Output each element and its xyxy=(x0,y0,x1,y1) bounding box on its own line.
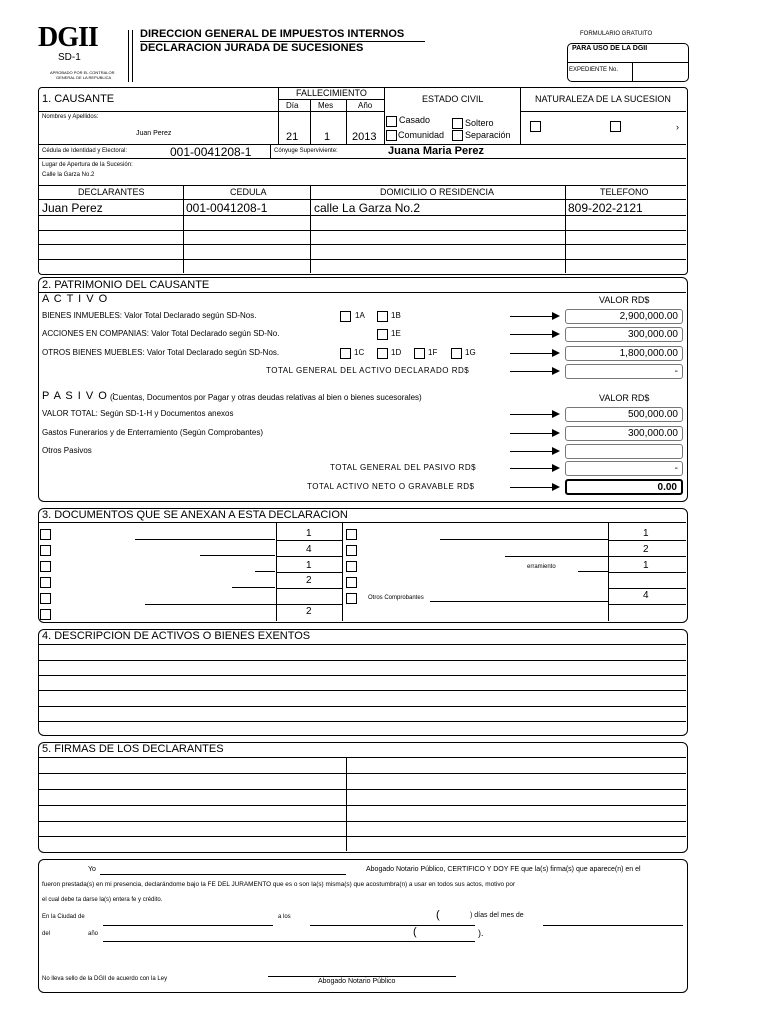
separacion-checkbox[interactable] xyxy=(452,130,463,141)
fecha-mes[interactable]: 1 xyxy=(324,131,331,143)
conyuge-nombre[interactable]: Juana Maria Perez xyxy=(388,145,484,157)
firmas-line xyxy=(38,821,686,822)
doc-checkbox[interactable] xyxy=(40,593,51,604)
doc-line xyxy=(430,601,608,602)
declarantes-header-line xyxy=(38,199,686,200)
doc-checkbox[interactable] xyxy=(346,529,357,540)
doc-count-line xyxy=(276,572,342,573)
col-estado-right xyxy=(520,87,521,144)
valor-bienes[interactable]: 2,900,000.00 xyxy=(565,309,683,324)
declarantes-top xyxy=(38,185,686,186)
valor-total-label: VALOR TOTAL: Según SD-1-H y Documentos anexos xyxy=(42,409,234,418)
acciones-label: ACCIONES EN COMPANIAS: Valor Total Declarado según SD-No. xyxy=(42,329,280,338)
casado-label: Casado xyxy=(399,115,431,125)
paren-open-2: ( xyxy=(413,926,417,938)
cedula-row-top xyxy=(38,144,686,145)
doc-count-line xyxy=(608,556,686,557)
documentos-section xyxy=(38,508,688,623)
cb-1e-label: 1E xyxy=(391,329,401,338)
expediente-divider xyxy=(632,62,633,81)
declarante-cedula[interactable]: 001-0041208-1 xyxy=(186,201,268,215)
table-row-line xyxy=(38,230,686,231)
th-telefono: TELEFONO xyxy=(600,187,649,197)
col-fallecimiento-left xyxy=(278,87,279,144)
causante-header-line xyxy=(38,111,278,112)
arrow-icon xyxy=(510,468,558,469)
doc-line xyxy=(145,604,276,605)
causante-section xyxy=(38,87,688,275)
paren-close: ). xyxy=(478,928,484,938)
doc-checkbox[interactable] xyxy=(40,609,51,620)
dia-label: Día xyxy=(286,101,299,110)
cb-1d-label: 1D xyxy=(391,348,402,357)
soltero-label: Soltero xyxy=(465,118,494,128)
cb-1e[interactable] xyxy=(377,329,388,340)
th-cedula: CEDULA xyxy=(230,187,267,197)
doc-line xyxy=(505,556,608,557)
exentos-line xyxy=(38,644,686,645)
notario-name-line[interactable] xyxy=(100,874,346,875)
mes-line[interactable] xyxy=(543,925,683,926)
valor-total-pasivo-anexos[interactable]: 500,000.00 xyxy=(565,407,683,422)
cb-1f-label: 1F xyxy=(428,348,438,357)
bienes-label: BIENES INMUEBLES: Valor Total Declarado según SD-Nos. xyxy=(42,311,257,320)
arrow-icon xyxy=(510,451,558,452)
documentos-title-line xyxy=(38,522,686,523)
lugar-valor[interactable]: Calle la Garza No.2 xyxy=(42,172,95,178)
valor-rd-label: VALOR RD$ xyxy=(599,295,650,305)
comunidad-label: Comunidad xyxy=(398,130,445,140)
fecha-ano[interactable]: 2013 xyxy=(352,131,377,143)
exentos-title: 4. DESCRIPCION DE ACTIVOS O BIENES EXENTOS xyxy=(42,630,311,642)
naturaleza-line xyxy=(520,111,686,112)
valor-otros-pasivos[interactable] xyxy=(565,444,683,459)
activo-label: A C T I V O xyxy=(42,293,109,305)
doc-line xyxy=(255,571,275,572)
header-divider xyxy=(128,30,129,82)
doc-checkbox[interactable] xyxy=(40,545,51,556)
causante-title: 1. CAUSANTE xyxy=(42,93,115,105)
valor-acciones[interactable]: 300,000.00 xyxy=(565,327,683,342)
exentos-line xyxy=(38,721,686,722)
doc-checkbox[interactable] xyxy=(346,577,357,588)
cedula-label: Cédula de Identidad y Electoral: xyxy=(42,148,128,154)
doc-count-line xyxy=(608,604,686,605)
separacion-label: Separación xyxy=(465,130,511,140)
doc-count[interactable]: 2 xyxy=(306,606,312,617)
doc-count[interactable]: 1 xyxy=(306,528,312,539)
notario-line-1: Abogado Notario Público, CERTIFICO Y DOY FE que la(s) firma(s) que aparece(n) en el xyxy=(366,866,641,873)
col-fallecimiento-right xyxy=(384,87,385,144)
cb-1c[interactable] xyxy=(340,348,351,359)
exentos-line xyxy=(38,690,686,691)
doc-checkbox[interactable] xyxy=(40,577,51,588)
doc-count-line xyxy=(608,588,686,589)
firmas-line xyxy=(38,805,686,806)
doc-count[interactable]: 2 xyxy=(643,544,649,555)
lugar-row-top xyxy=(38,158,686,159)
free-form-label: FORMULARIO GRATUITO xyxy=(580,31,653,37)
doc-line xyxy=(200,555,275,556)
ano-label: año xyxy=(88,931,99,937)
otros-label: OTROS BIENES MUEBLES: Valor Total Declarado según SD-Nos. xyxy=(42,348,280,357)
doc-line xyxy=(440,539,608,540)
doc-col-mid xyxy=(342,522,343,621)
total-pasivo-label: TOTAL GENERAL DEL PASIVO RD$ xyxy=(330,463,477,472)
naturaleza-checkbox-2[interactable] xyxy=(610,121,621,132)
doc-line xyxy=(578,571,608,572)
doc-checkbox[interactable] xyxy=(346,561,357,572)
approval-note: APROBADO POR EL CONTRALOR xyxy=(50,70,115,75)
exentos-line xyxy=(38,675,686,676)
doc-line xyxy=(135,539,275,540)
naturaleza-label: NATURALEZA DE LA SUCESION xyxy=(535,94,671,104)
notario-line-2: fueron prestada(s) en mi presencia, declarándome bajo la FE DEL JURAMENTO que es o son la(s) misma(s) que acostumbra(n) a usar en todos sus actos, motivo por xyxy=(42,881,516,888)
conyuge-label: Cónyuge Superviviente: xyxy=(274,148,338,154)
cb-1g[interactable] xyxy=(451,348,462,359)
doc-count-line xyxy=(276,604,342,605)
abogado-label: Abogado Notario Público xyxy=(318,978,396,985)
declarante-telefono[interactable]: 809-202-2121 xyxy=(568,201,643,215)
doc-line xyxy=(232,587,275,588)
naturaleza-arrow: › xyxy=(676,122,679,132)
ciudad-line[interactable] xyxy=(103,925,273,926)
ano-label: Año xyxy=(358,101,373,110)
table-row-line xyxy=(38,244,686,245)
dias-line[interactable] xyxy=(310,925,475,926)
cb-1a-label: 1A xyxy=(355,311,365,320)
doc-count-line xyxy=(608,572,686,573)
cb-1b-label: 1B xyxy=(391,311,401,320)
doc-checkbox[interactable] xyxy=(40,561,51,572)
agency-name: DIRECCION GENERAL DE IMPUESTOS INTERNOS xyxy=(140,28,405,40)
valor-rd-pasivo-label: VALOR RD$ xyxy=(599,393,650,403)
ciudad-label: En la Ciudad de xyxy=(42,914,85,920)
header-divider-2 xyxy=(132,30,133,82)
col-dia xyxy=(310,99,311,144)
doc-count-line xyxy=(276,588,342,589)
dgii-logo: DGII xyxy=(38,22,98,53)
doc-checkbox[interactable] xyxy=(40,529,51,540)
arrow-icon xyxy=(510,433,558,434)
firmas-line xyxy=(38,836,686,837)
doc-count[interactable]: 1 xyxy=(643,560,649,571)
otros-pasivos-label: Otros Pasivos xyxy=(42,446,92,455)
paren-open: ( xyxy=(436,909,440,921)
otros-comprobantes-label: Otros Comprobantes xyxy=(368,595,424,601)
dias-label: ) días del mes de xyxy=(470,912,524,919)
cb-1f[interactable] xyxy=(414,348,425,359)
form-title: DECLARACION JURADA DE SUCESIONES xyxy=(140,42,364,54)
arrow-icon xyxy=(510,487,558,488)
del-label: del xyxy=(42,931,51,937)
valor-gastos[interactable]: 300,000.00 xyxy=(565,426,683,441)
dgii-use-label: PARA USO DE LA DGII xyxy=(572,45,648,52)
exentos-line xyxy=(38,706,686,707)
cb-1g-label: 1G xyxy=(465,348,476,357)
fallecimiento-line xyxy=(278,99,384,100)
fecha-dia[interactable]: 21 xyxy=(286,131,299,143)
firmas-title: 5. FIRMAS DE LOS DECLARANTES xyxy=(42,743,224,755)
firmas-line xyxy=(38,789,686,790)
firma-abogado-line[interactable] xyxy=(268,976,456,977)
dgii-use-divider xyxy=(567,62,688,63)
valor-total-pasivo[interactable]: - xyxy=(565,461,683,476)
arrow-icon xyxy=(510,414,558,415)
col-mes xyxy=(346,99,347,144)
valor-total-neto[interactable]: 0.00 xyxy=(565,479,683,495)
arrow-icon xyxy=(510,353,558,354)
fecha-line xyxy=(278,111,384,112)
exentos-line xyxy=(38,660,686,661)
doc-count[interactable]: 1 xyxy=(643,528,649,539)
soltero-checkbox[interactable] xyxy=(452,118,463,129)
estado-civil-label: ESTADO CIVIL xyxy=(422,94,484,104)
valor-otros[interactable]: 1,800,000.00 xyxy=(565,346,683,361)
notario-yo: Yo xyxy=(88,866,96,873)
pasivo-label: P A S I V O : xyxy=(42,390,116,402)
ano-line[interactable] xyxy=(103,941,475,942)
cb-1b[interactable] xyxy=(377,311,388,322)
documentos-title: 3. DOCUMENTOS QUE SE ANEXAN A ESTA DECLARACION xyxy=(42,509,348,521)
arrow-icon xyxy=(510,334,558,335)
comunidad-checkbox[interactable] xyxy=(386,130,397,141)
table-row-line xyxy=(38,215,686,216)
doc-count-line xyxy=(276,556,342,557)
pasivo-desc: (Cuentas, Documentos por Pagar y otras deudas relativas al bien o bienes sucesorales) xyxy=(110,393,422,402)
expediente-label: EXPEDIENTE No. xyxy=(569,67,619,73)
doc-checkbox[interactable] xyxy=(346,545,357,556)
causante-nombre[interactable]: Juan Perez xyxy=(136,130,172,137)
nombres-label: Nombres y Apellidos: xyxy=(42,114,99,120)
firmas-line xyxy=(38,757,686,758)
valor-total-activo[interactable]: - xyxy=(565,364,683,379)
th-declarantes: DECLARANTES xyxy=(78,187,145,197)
approval-note-2: GENERAL DE LA REPUBLICA xyxy=(56,75,112,80)
form-code: SD-1 xyxy=(58,52,81,63)
declarante-domicilio[interactable]: calle La Garza No.2 xyxy=(314,201,421,215)
total-neto-label: TOTAL ACTIVO NETO O GRAVABLE RD$ xyxy=(307,482,475,491)
doc-checkbox[interactable] xyxy=(346,593,357,604)
firmas-line xyxy=(38,773,686,774)
cb-1d[interactable] xyxy=(377,348,388,359)
casado-checkbox[interactable] xyxy=(386,116,397,127)
cb-1a[interactable] xyxy=(340,311,351,322)
naturaleza-checkbox-1[interactable] xyxy=(530,121,541,132)
table-row-line xyxy=(38,259,686,260)
cedula-divider xyxy=(270,144,271,158)
arrow-icon xyxy=(510,316,558,317)
declarante-nombre[interactable]: Juan Perez xyxy=(42,201,103,215)
gastos-label: Gastos Funerarios y de Enterramiento (Según Comprobantes) xyxy=(42,428,263,437)
doc-count[interactable]: 2 xyxy=(306,575,312,586)
sello-note: No lleva sello de la DGII de acuerdo con la Ley xyxy=(42,976,168,982)
cb-1c-label: 1C xyxy=(354,348,365,357)
exentos-section xyxy=(38,629,688,736)
enterramiento-label: erramiento xyxy=(527,564,556,570)
mes-label: Mes xyxy=(318,101,334,110)
doc-count-line xyxy=(608,540,686,541)
patrimonio-title-line xyxy=(38,292,686,293)
patrimonio-title: 2. PATRIMONIO DEL CAUSANTE xyxy=(42,279,210,291)
doc-count[interactable]: 4 xyxy=(643,590,649,601)
notario-section xyxy=(38,859,688,993)
doc-count-line xyxy=(276,540,342,541)
lugar-label: Lugar de Apertura de la Sucesión: xyxy=(42,162,133,168)
doc-count[interactable]: 1 xyxy=(306,560,312,571)
notario-line-3: el cual debe ta darse la(s) entera fe y crédito. xyxy=(42,897,163,903)
doc-count[interactable]: 4 xyxy=(306,544,312,555)
causante-cedula[interactable]: 001-0041208-1 xyxy=(170,145,252,159)
fallecimiento-label: FALLECIMIENTO xyxy=(296,88,367,98)
th-domicilio: DOMICILIO O RESIDENCIA xyxy=(380,187,495,197)
arrow-icon xyxy=(510,371,558,372)
a-los-label: a los xyxy=(278,914,291,920)
total-activo-label: TOTAL GENERAL DEL ACTIVO DECLARADO RD$ xyxy=(266,366,470,375)
